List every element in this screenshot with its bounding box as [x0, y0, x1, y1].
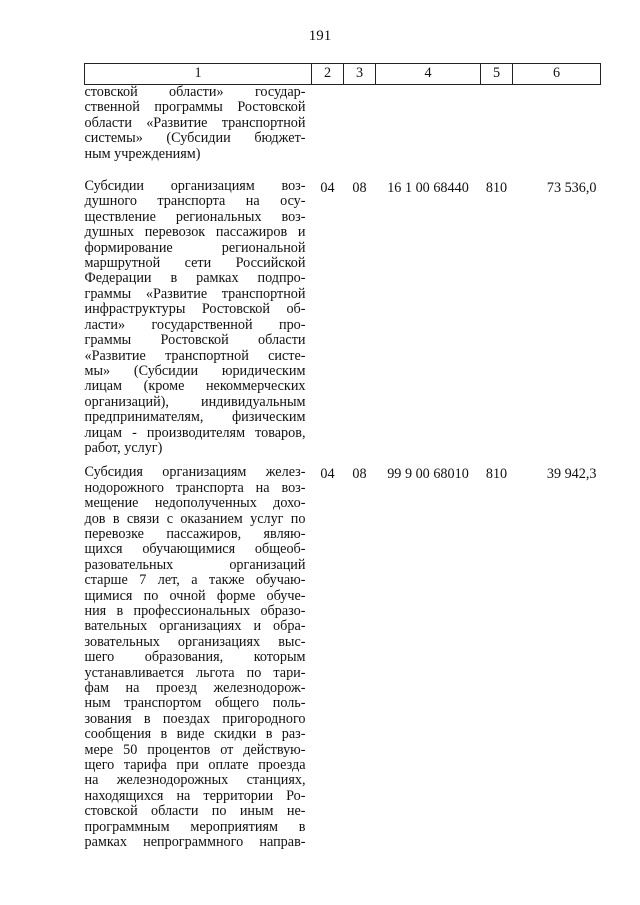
description-line: фам на проезд железнодорож- [84, 680, 306, 697]
header-col-5: 5 [481, 64, 513, 85]
description-line: старше 7 лет, а также обучаю- [84, 572, 306, 589]
row-section: 04 [320, 180, 335, 197]
row-expense-type: 810 [485, 180, 508, 197]
description-line: мы» (Субсидии юридическим [84, 362, 306, 379]
description-line: ным учреждениям) [84, 145, 201, 162]
row-target-article [376, 85, 481, 166]
row-section [312, 85, 344, 166]
description-line: разовательных организаций [84, 556, 306, 573]
description-line: щего тарифа при оплате проезда [84, 757, 306, 774]
row-subsection: 08 [352, 466, 367, 483]
table-row [85, 85, 601, 166]
description-line: зовательных организациях выс- [84, 633, 306, 650]
description-line: предпринимателям, физическим [84, 409, 306, 426]
row-description [85, 456, 312, 850]
row-expense-type: 810 [485, 466, 508, 483]
table-row [85, 165, 601, 456]
description-line: области «Развитие транспортной [84, 114, 306, 131]
budget-table [84, 63, 601, 851]
description-line: системы» (Субсидии бюджет- [84, 130, 306, 147]
table-header-row [85, 64, 601, 85]
description-line: рамках непрограммного направ- [84, 834, 306, 851]
description-line: щимися по очной форме обуче- [84, 587, 306, 604]
header-col-6: 6 [513, 64, 601, 85]
description-line: граммы «Развитие транспортной [84, 285, 306, 302]
description-line: щихся обучающимися общеоб- [84, 541, 306, 558]
description-line: сообщения в виде скидки в раз- [84, 726, 306, 743]
row-subsection: 08 [352, 180, 367, 197]
description-line: организаций), индивидуальным [84, 393, 306, 410]
description-line: формирование региональной [84, 239, 306, 256]
table-row [85, 456, 601, 850]
row-subsection [344, 85, 376, 166]
description-line: ным транспортом общего поль- [84, 695, 306, 712]
description-line: ществление региональных воз- [84, 208, 306, 225]
description-line: лицам - производителям товаров, [84, 424, 306, 441]
description-line: дов в связи с оказанием услуг по [84, 510, 306, 527]
description-line: мере 50 процентов от действую- [84, 741, 306, 758]
description-line: стовской области по иным не- [84, 803, 306, 820]
description-line: ласти» государственной про- [84, 316, 306, 333]
description-line: лицам (кроме некоммерческих [84, 378, 306, 395]
page-number: 191 [308, 28, 332, 44]
description-line: находящихся на территории Ро- [84, 787, 306, 804]
row-description [85, 85, 312, 166]
description-line: на железнодорожных станциях, [84, 772, 306, 789]
description-line: Федерации в рамках подпро- [84, 270, 306, 287]
row-target-article: 99 9 00 68010 [387, 466, 469, 483]
description-line: ственной программы Ростовской [84, 99, 306, 116]
header-col-1: 1 [85, 64, 312, 85]
row-amount: 39 942,3 [546, 466, 597, 483]
row-description [85, 165, 312, 456]
description-line: устанавливается льгота по тари- [84, 664, 306, 681]
row-section: 04 [320, 466, 335, 483]
header-col-4: 4 [376, 64, 481, 85]
description-line: душного транспорта на осу- [84, 193, 306, 210]
description-line: граммы Ростовской области [84, 332, 306, 349]
header-col-3: 3 [344, 64, 376, 85]
description-line: душных перевозок пассажиров и [84, 224, 306, 241]
description-line: инфраструктуры Ростовской об- [84, 301, 306, 318]
description-line: вательных организациях и обра- [84, 618, 306, 635]
description-line: программным мероприятиям в [84, 818, 306, 835]
description-line: нодорожного транспорта на воз- [84, 479, 306, 496]
description-line: стовской области» государ- [84, 84, 306, 100]
header-col-2: 2 [312, 64, 344, 85]
row-target-article: 16 1 00 68440 [387, 180, 469, 197]
description-line: Субсидии организациям воз- [84, 178, 306, 195]
row-amount [513, 85, 601, 166]
row-expense-type [481, 85, 513, 166]
description-line: мещение недополученных дохо- [84, 495, 306, 512]
row-amount: 73 536,0 [546, 180, 597, 197]
description-line: зования в поездах пригородного [84, 710, 306, 727]
description-line: маршрутной сети Российской [84, 255, 306, 272]
description-line: ния в профессиональных образо- [84, 603, 306, 619]
description-line: Субсидия организациям желез- [84, 464, 306, 481]
description-line: шего образования, которым [84, 649, 306, 666]
description-line: «Развитие транспортной систе- [84, 347, 306, 364]
description-line: работ, услуг) [84, 439, 163, 456]
description-line: перевозке пассажиров, являю- [84, 525, 306, 542]
